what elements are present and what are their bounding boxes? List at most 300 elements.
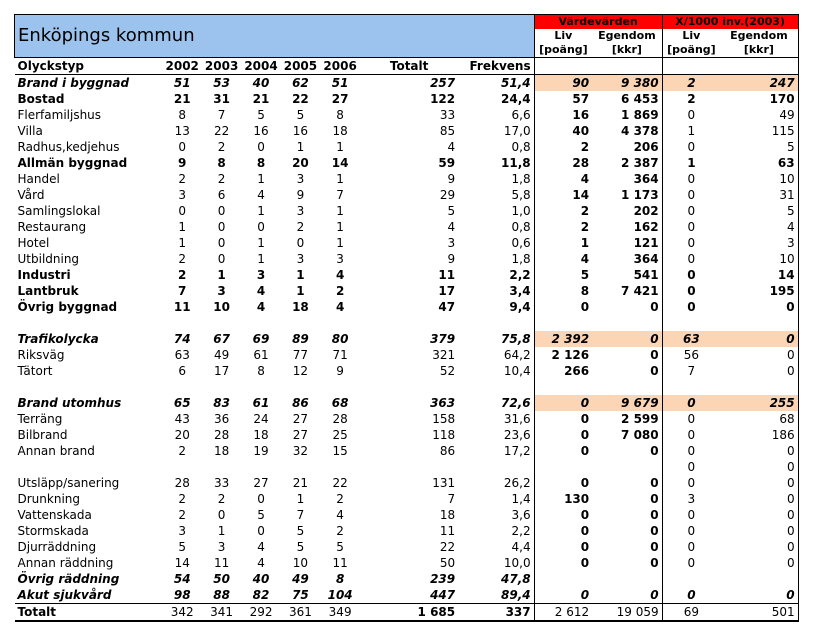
year-value: 4 bbox=[257, 188, 265, 202]
table-row bbox=[15, 427, 799, 443]
year-value: 83 bbox=[213, 396, 230, 410]
year-value bbox=[281, 379, 320, 395]
total-row bbox=[15, 604, 799, 622]
egendom-value: 0 bbox=[592, 443, 662, 459]
year-value: 20 bbox=[292, 156, 309, 170]
year-value: 0 bbox=[217, 508, 226, 522]
total-value bbox=[360, 315, 458, 331]
year-value: 63 bbox=[174, 348, 190, 362]
frequency-value: 2,2 bbox=[511, 524, 531, 538]
varde-header: Värdevärden bbox=[534, 15, 662, 30]
x-liv-value: 0 bbox=[687, 588, 696, 602]
total-value bbox=[360, 379, 458, 395]
year-value: 71 bbox=[332, 348, 348, 362]
liv-value bbox=[534, 315, 592, 331]
row-label: Restaurang bbox=[17, 220, 87, 234]
year-value: 8 bbox=[178, 108, 187, 122]
total-value: 4 bbox=[447, 140, 456, 154]
x-liv-value: 0 bbox=[687, 508, 696, 522]
frequency-value: 10,0 bbox=[503, 556, 531, 570]
col-2004: 2004 bbox=[241, 58, 280, 75]
x-egendom-value: 4 bbox=[720, 219, 798, 235]
row-label: Utbildning bbox=[17, 252, 80, 266]
incident-table bbox=[14, 14, 799, 622]
liv-value: 0 bbox=[534, 411, 592, 427]
year-value bbox=[281, 315, 320, 331]
total-value: 239 bbox=[430, 572, 456, 586]
year-value: 4 bbox=[257, 556, 265, 570]
year-value: 5 bbox=[257, 508, 265, 522]
x-liv-value: 0 bbox=[687, 444, 696, 458]
egendom-value: 4 378 bbox=[592, 123, 662, 139]
x-liv-value bbox=[662, 571, 720, 587]
x-egendom-unit: [kkr] bbox=[720, 43, 798, 58]
year-value: 22 bbox=[332, 476, 348, 490]
year-value: 1 bbox=[178, 236, 187, 250]
year-value: 10 bbox=[292, 556, 309, 570]
year-value: 104 bbox=[327, 588, 353, 602]
year-value: 51 bbox=[173, 76, 191, 90]
egendom-value: 0 bbox=[592, 491, 662, 507]
year-value: 0 bbox=[257, 220, 265, 234]
frequency-value: 6,6 bbox=[511, 108, 531, 122]
year-value: 18 bbox=[253, 428, 269, 442]
year-value: 15 bbox=[332, 444, 348, 458]
year-value: 5 bbox=[336, 540, 344, 554]
liv-value: 0 bbox=[534, 507, 592, 523]
frequency-value: 26,2 bbox=[503, 476, 531, 490]
liv-value: 130 bbox=[534, 491, 592, 507]
year-value: 98 bbox=[173, 588, 191, 602]
year-value: 13 bbox=[174, 124, 190, 138]
year-value: 16 bbox=[292, 124, 309, 138]
table-row bbox=[15, 443, 799, 459]
egendom-value: 0 bbox=[592, 331, 662, 347]
year-value: 1 bbox=[296, 284, 305, 298]
year-value: 12 bbox=[292, 364, 309, 378]
total-value: 11 bbox=[438, 268, 456, 282]
year-value: 4 bbox=[335, 268, 345, 282]
x-egendom-value: 0 bbox=[720, 523, 798, 539]
egendom-value bbox=[592, 315, 662, 331]
frequency-value: 17,0 bbox=[503, 124, 531, 138]
year-value: 19 bbox=[253, 444, 269, 458]
egendom-value: 0 bbox=[592, 523, 662, 539]
x-liv-value: 1 bbox=[687, 156, 696, 170]
x-egendom-value: 186 bbox=[720, 427, 798, 443]
year-value: 5 bbox=[296, 108, 305, 122]
year-value bbox=[320, 315, 360, 331]
table-title: Enköpings kommun bbox=[15, 15, 535, 58]
year-value: 2 bbox=[178, 172, 187, 186]
egendom-value: 202 bbox=[592, 203, 662, 219]
total-value: 3 bbox=[447, 236, 456, 250]
liv-value: 0 bbox=[534, 555, 592, 571]
egendom-header: Egendom bbox=[592, 29, 662, 43]
egendom-value: 0 bbox=[592, 539, 662, 555]
year-value: 1 bbox=[336, 140, 344, 154]
x-egendom-value: 170 bbox=[720, 91, 798, 107]
year-value: 27 bbox=[292, 412, 309, 426]
x-egendom-value: 0 bbox=[720, 491, 798, 507]
x-egendom-value: 0 bbox=[720, 331, 798, 347]
table-row bbox=[15, 203, 799, 219]
frequency-value: 47,8 bbox=[501, 572, 531, 586]
year-value: 21 bbox=[292, 476, 309, 490]
x-liv-value: 0 bbox=[687, 108, 696, 122]
table-row bbox=[15, 315, 799, 331]
table-row bbox=[15, 523, 799, 539]
x-egendom-value: 0 bbox=[720, 443, 798, 459]
total-year-value: 361 bbox=[281, 604, 320, 622]
year-value: 1 bbox=[336, 204, 344, 218]
year-value bbox=[241, 459, 280, 475]
liv-value: 4 bbox=[534, 171, 592, 187]
frequency-value: 0,6 bbox=[511, 236, 531, 250]
row-label: Lantbruk bbox=[17, 284, 79, 298]
liv-value: 0 bbox=[534, 299, 592, 315]
year-value: 1 bbox=[336, 236, 344, 250]
year-value: 49 bbox=[292, 572, 309, 586]
year-value: 18 bbox=[292, 300, 309, 314]
table-row bbox=[15, 107, 799, 123]
year-value bbox=[202, 459, 241, 475]
total-x-liv: 69 bbox=[662, 604, 720, 622]
row-label: Annan brand bbox=[17, 444, 95, 458]
year-value bbox=[202, 315, 241, 331]
year-value: 3 bbox=[296, 204, 305, 218]
total-year-value: 292 bbox=[241, 604, 280, 622]
x-liv-value: 0 bbox=[687, 172, 696, 186]
frequency-value: 24,4 bbox=[501, 92, 531, 106]
frequency-value: 31,6 bbox=[503, 412, 531, 426]
row-label: Riksväg bbox=[17, 348, 65, 362]
year-value: 50 bbox=[213, 572, 230, 586]
frequency-value: 9,4 bbox=[509, 300, 531, 314]
egendom-value bbox=[592, 571, 662, 587]
x-liv-value: 0 bbox=[687, 476, 696, 490]
total-value: 379 bbox=[430, 332, 456, 346]
year-value: 11 bbox=[213, 556, 230, 570]
year-value: 75 bbox=[292, 588, 309, 602]
year-value: 1 bbox=[296, 492, 305, 506]
year-value: 74 bbox=[173, 332, 191, 346]
total-value: 11 bbox=[439, 524, 456, 538]
x-egendom-value: 255 bbox=[720, 395, 798, 411]
row-label: Drunkning bbox=[17, 492, 80, 506]
frequency-value: 10,4 bbox=[503, 364, 531, 378]
total-value: 4 bbox=[447, 220, 456, 234]
x-liv-value: 0 bbox=[687, 140, 696, 154]
liv-value: 0 bbox=[534, 587, 592, 604]
x-liv-value: 0 bbox=[687, 300, 696, 314]
year-value: 1 bbox=[296, 140, 305, 154]
total-value: 9 bbox=[447, 252, 456, 266]
egendom-value: 0 bbox=[592, 347, 662, 363]
year-value: 67 bbox=[213, 332, 230, 346]
x-liv-value: 56 bbox=[683, 348, 700, 362]
liv-value: 2 bbox=[534, 203, 592, 219]
year-value: 69 bbox=[252, 332, 270, 346]
x-egendom-value bbox=[720, 379, 798, 395]
table-row bbox=[15, 267, 799, 283]
table-row bbox=[15, 91, 799, 107]
liv-value: 2 126 bbox=[534, 347, 592, 363]
row-label: Brand utomhus bbox=[17, 396, 122, 410]
year-value: 17 bbox=[213, 364, 230, 378]
row-label: Utsläpp/sanering bbox=[17, 476, 120, 490]
year-value: 28 bbox=[213, 428, 230, 442]
frequency-value: 4,4 bbox=[511, 540, 531, 554]
liv-value: 0 bbox=[534, 395, 592, 411]
x-liv-value: 0 bbox=[687, 524, 696, 538]
x-egendom-value: 0 bbox=[720, 587, 798, 604]
liv-value: 4 bbox=[534, 251, 592, 267]
year-value: 51 bbox=[331, 76, 349, 90]
table-row bbox=[15, 539, 799, 555]
year-value bbox=[163, 459, 202, 475]
row-label: Vattenskada bbox=[17, 508, 92, 522]
year-value bbox=[163, 315, 202, 331]
liv-value: 1 bbox=[534, 235, 592, 251]
year-value: 80 bbox=[331, 332, 349, 346]
total-value: 122 bbox=[430, 92, 456, 106]
total-value: 29 bbox=[439, 188, 456, 202]
liv-value: 2 bbox=[534, 139, 592, 155]
row-label: Bilbrand bbox=[17, 428, 68, 442]
table-row bbox=[15, 75, 799, 92]
year-value: 28 bbox=[174, 476, 190, 490]
x-egendom-value: 0 bbox=[720, 299, 798, 315]
year-value: 27 bbox=[253, 476, 269, 490]
year-value: 1 bbox=[257, 236, 265, 250]
col-2003: 2003 bbox=[202, 58, 241, 75]
row-label: Handel bbox=[17, 172, 60, 186]
x-liv-header: Liv bbox=[682, 29, 701, 42]
row-label: Bostad bbox=[17, 92, 65, 106]
x-egendom-value: 195 bbox=[720, 283, 798, 299]
frequency-value: 5,8 bbox=[511, 188, 531, 202]
total-value: 52 bbox=[439, 364, 456, 378]
total-egendom: 19 059 bbox=[592, 604, 662, 622]
table-row bbox=[15, 459, 799, 475]
egendom-value: 0 bbox=[592, 299, 662, 315]
table-row bbox=[15, 219, 799, 235]
x-egendom-value: 0 bbox=[720, 507, 798, 523]
year-value: 43 bbox=[174, 412, 190, 426]
row-label: Stormskada bbox=[17, 524, 89, 538]
x-liv-value: 2 bbox=[662, 75, 720, 92]
table-row bbox=[15, 475, 799, 491]
row-label: Vård bbox=[17, 188, 45, 202]
egendom-unit: [kkr] bbox=[592, 43, 662, 58]
table-row bbox=[15, 171, 799, 187]
frequency-value: 1,4 bbox=[511, 492, 531, 506]
year-value: 0 bbox=[178, 140, 187, 154]
x-liv-value: 0 bbox=[687, 236, 696, 250]
total-value: 22 bbox=[439, 540, 456, 554]
x-liv-value: 1 bbox=[687, 124, 696, 138]
year-value: 86 bbox=[292, 396, 309, 410]
egendom-value: 1 869 bbox=[592, 107, 662, 123]
row-label: Övrig byggnad bbox=[17, 300, 118, 314]
x-liv-value: 0 bbox=[687, 220, 696, 234]
total-value: 59 bbox=[438, 156, 456, 170]
table-row bbox=[15, 251, 799, 267]
year-value: 2 bbox=[178, 492, 187, 506]
x-egendom-value: 0 bbox=[720, 475, 798, 491]
egendom-value: 2 387 bbox=[592, 155, 662, 171]
liv-value: 14 bbox=[534, 187, 592, 203]
x-egendom-value: 5 bbox=[720, 139, 798, 155]
x-liv-value: 0 bbox=[687, 428, 696, 442]
year-value: 8 bbox=[257, 364, 265, 378]
year-value: 11 bbox=[173, 300, 191, 314]
x-egendom-value: 49 bbox=[720, 107, 798, 123]
x-egendom-value: 0 bbox=[720, 555, 798, 571]
row-label: Hotel bbox=[17, 236, 50, 250]
frequency-value: 64,2 bbox=[503, 348, 531, 362]
year-value: 40 bbox=[252, 76, 270, 90]
x-liv-value: 2 bbox=[687, 92, 696, 106]
x-liv-value bbox=[662, 379, 720, 395]
year-value bbox=[202, 379, 241, 395]
liv-value: 0 bbox=[534, 523, 592, 539]
year-value: 8 bbox=[335, 572, 345, 586]
liv-value: 266 bbox=[534, 363, 592, 379]
egendom-value: 2 599 bbox=[592, 411, 662, 427]
egendom-value: 541 bbox=[592, 267, 662, 283]
liv-value: 5 bbox=[534, 267, 592, 283]
year-value: 1 bbox=[217, 524, 226, 538]
table-row bbox=[15, 331, 799, 347]
year-value: 22 bbox=[292, 92, 309, 106]
year-value: 2 bbox=[178, 268, 187, 282]
frequency-value bbox=[458, 315, 534, 331]
x-liv-value: 0 bbox=[687, 284, 696, 298]
liv-unit: [poäng] bbox=[534, 43, 592, 58]
year-value: 0 bbox=[178, 204, 187, 218]
frequency-value: 75,8 bbox=[501, 332, 531, 346]
liv-value: 0 bbox=[534, 539, 592, 555]
table-row bbox=[15, 283, 799, 299]
year-value: 2 bbox=[217, 140, 226, 154]
liv-value bbox=[534, 379, 592, 395]
liv-value: 8 bbox=[534, 283, 592, 299]
total-x-egendom: 501 bbox=[720, 604, 798, 622]
year-value: 65 bbox=[173, 396, 191, 410]
total-value: 158 bbox=[432, 412, 456, 426]
year-value: 5 bbox=[296, 540, 305, 554]
x-egendom-value: 3 bbox=[720, 235, 798, 251]
year-value: 2 bbox=[178, 444, 187, 458]
year-value: 0 bbox=[257, 492, 265, 506]
total-value: 9 bbox=[447, 172, 456, 186]
x-egendom-value: 10 bbox=[720, 171, 798, 187]
year-value: 1 bbox=[336, 172, 344, 186]
table-row bbox=[15, 379, 799, 395]
frequency-value: 17,2 bbox=[503, 444, 531, 458]
year-value: 1 bbox=[178, 220, 187, 234]
frequency-value: 1,0 bbox=[511, 204, 531, 218]
year-value: 18 bbox=[332, 124, 348, 138]
year-value bbox=[320, 379, 360, 395]
x-egendom-value: 0 bbox=[720, 459, 798, 475]
year-value: 32 bbox=[292, 444, 309, 458]
year-value: 9 bbox=[336, 364, 344, 378]
x-liv-value: 3 bbox=[687, 492, 696, 506]
egendom-value: 9 679 bbox=[592, 395, 662, 411]
row-label: Trafikolycka bbox=[17, 332, 99, 346]
year-value: 6 bbox=[178, 364, 187, 378]
egendom-value: 1 173 bbox=[592, 187, 662, 203]
year-value: 82 bbox=[252, 588, 270, 602]
year-value: 89 bbox=[292, 332, 309, 346]
egendom-value: 7 080 bbox=[592, 427, 662, 443]
x-liv-value: 0 bbox=[687, 252, 696, 266]
year-value: 4 bbox=[256, 300, 266, 314]
table-row bbox=[15, 507, 799, 523]
total-liv: 2 612 bbox=[534, 604, 592, 622]
year-value: 2 bbox=[336, 492, 344, 506]
liv-value: 28 bbox=[534, 155, 592, 171]
year-value: 0 bbox=[217, 236, 226, 250]
year-value: 40 bbox=[252, 572, 270, 586]
row-label bbox=[15, 379, 163, 395]
liv-value: 90 bbox=[534, 75, 592, 92]
col-frekvens: Frekvens bbox=[458, 58, 534, 75]
egendom-value bbox=[592, 459, 662, 475]
row-label: Annan räddning bbox=[17, 556, 114, 570]
year-value: 5 bbox=[257, 108, 265, 122]
total-label: Totalt bbox=[15, 604, 163, 622]
table-row bbox=[15, 491, 799, 507]
frequency-value bbox=[458, 379, 534, 395]
year-value bbox=[241, 315, 280, 331]
table-row bbox=[15, 363, 799, 379]
total-value: 131 bbox=[432, 476, 456, 490]
x-egendom-value: 0 bbox=[720, 539, 798, 555]
egendom-value: 0 bbox=[592, 507, 662, 523]
x-egendom-value bbox=[720, 315, 798, 331]
year-value: 1 bbox=[257, 204, 265, 218]
table-row bbox=[15, 347, 799, 363]
egendom-value: 9 380 bbox=[592, 75, 662, 92]
col-olyckstyp: Olyckstyp bbox=[15, 58, 163, 75]
year-value: 20 bbox=[174, 428, 190, 442]
table-row bbox=[15, 571, 799, 587]
year-value: 0 bbox=[257, 524, 265, 538]
table-row bbox=[15, 123, 799, 139]
column-header-row bbox=[15, 58, 799, 75]
year-value bbox=[241, 379, 280, 395]
year-value: 0 bbox=[257, 140, 265, 154]
liv-value: 2 bbox=[534, 219, 592, 235]
year-value: 1 bbox=[217, 268, 226, 282]
frequency-value: 89,4 bbox=[501, 588, 531, 602]
x-egendom-value: 63 bbox=[720, 155, 798, 171]
x-liv-value: 0 bbox=[687, 460, 696, 474]
frequency-value: 0,8 bbox=[511, 220, 531, 234]
total-value: 321 bbox=[432, 348, 456, 362]
egendom-value: 206 bbox=[592, 139, 662, 155]
total-value: 33 bbox=[439, 108, 456, 122]
year-value: 18 bbox=[213, 444, 230, 458]
x-liv-value: 0 bbox=[687, 188, 696, 202]
x-liv-unit: [poäng] bbox=[662, 43, 720, 58]
frequency-value: 51,4 bbox=[501, 76, 531, 90]
total-value: 86 bbox=[439, 444, 456, 458]
